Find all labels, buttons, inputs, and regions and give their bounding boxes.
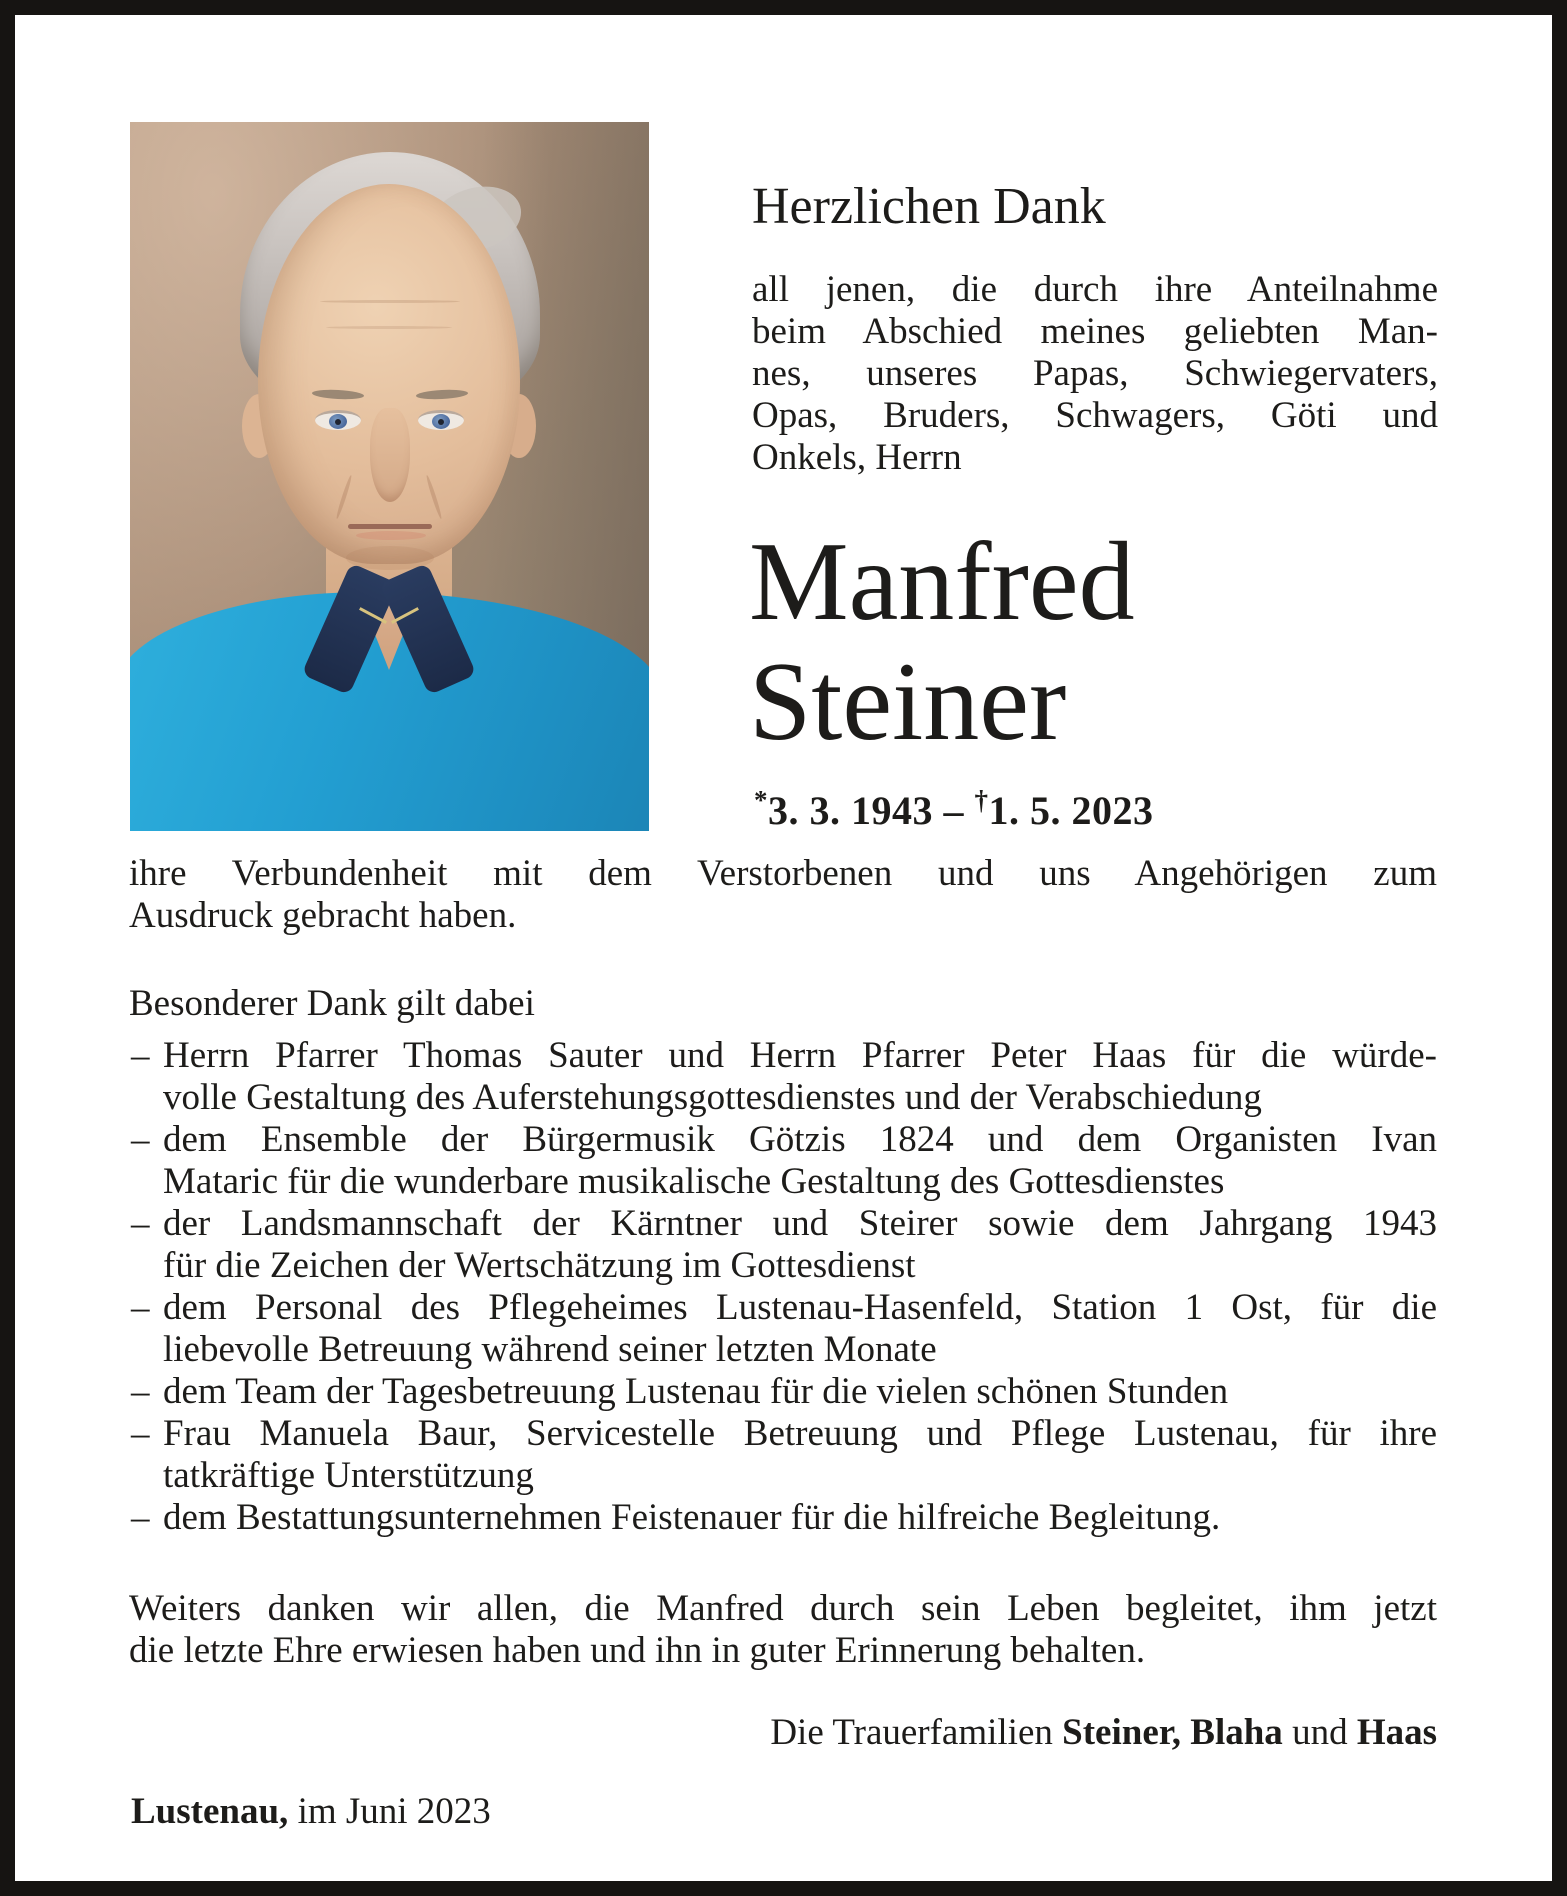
thanks-list-item-text — [163, 1035, 1437, 1119]
family-names-bold: Haas — [1356, 1712, 1437, 1753]
date-text: im Juni 2023 — [288, 1791, 491, 1832]
nose — [370, 408, 410, 502]
text-line: nes, unseres Papas, Schwiegervaters, — [752, 353, 1438, 394]
death-cross-symbol: † — [974, 785, 989, 815]
text-line: für die Zeichen der Wertschätzung im Gottesdienst — [163, 1245, 916, 1286]
bullet-dash: – — [131, 1119, 150, 1160]
bullet-dash: – — [131, 1497, 150, 1538]
family-names-bold: Steiner, Blaha — [1062, 1712, 1283, 1753]
forehead-wrinkle — [320, 300, 460, 303]
thanks-list-item — [129, 1287, 1437, 1371]
left-pupil — [335, 419, 341, 425]
dates-separator: – — [933, 788, 975, 833]
family-line-prefix: Die Trauerfamilien — [770, 1712, 1063, 1753]
text-line: tatkräftige Unterstützung — [163, 1455, 534, 1496]
face — [258, 184, 520, 564]
death-date: 1. 5. 2023 — [988, 788, 1154, 833]
thanks-list-item — [129, 1119, 1437, 1203]
life-dates — [754, 777, 1154, 834]
text-line: dem Team der Tagesbetreuung Lustenau für die vielen schönen Stunden — [163, 1371, 1229, 1412]
bullet-dash: – — [131, 1287, 150, 1328]
text-line: Mataric für die wunderbare musikalische Gestaltung des Gottesdienstes — [163, 1161, 1225, 1202]
bullet-dash: – — [131, 1371, 150, 1412]
left-eye — [315, 410, 361, 430]
thanks-list-item-text — [163, 1413, 1437, 1497]
right-iris — [432, 414, 450, 429]
thanks-list-item — [129, 1413, 1437, 1497]
deceased-name — [749, 522, 1135, 762]
text-line: Frau Manuela Baur, Servicestelle Betreuung und Pflege Lustenau, für ihre — [163, 1413, 1437, 1454]
thanks-list-item-text — [163, 1119, 1437, 1203]
right-pupil — [438, 419, 444, 425]
text-line: Weiters danken wir allen, die Manfred durch sein Leben begleitet, ihm jetzt — [129, 1588, 1437, 1629]
text-line: volle Gestaltung des Auferstehungsgottesdienstes und der Verabschiedung — [163, 1077, 1262, 1118]
forehead-wrinkle — [326, 326, 452, 329]
bullet-dash: – — [131, 1413, 150, 1454]
text-line: dem Bestattungsunternehmen Feistenauer für die hilfreiche Begleitung. — [163, 1497, 1221, 1538]
text-line: Herrn Pfarrer Thomas Sauter und Herrn Pfarrer Peter Haas für die würde- — [163, 1035, 1437, 1076]
text-line: ihre Verbundenheit mit dem Verstorbenen und uns Angehörigen zum — [129, 853, 1437, 894]
left-iris — [329, 414, 347, 429]
text-line: beim Abschied meines geliebten Man- — [752, 311, 1438, 352]
text-line: Onkels, Herrn — [752, 437, 962, 478]
thanks-list-item-text — [163, 1371, 1437, 1413]
text-line: die letzte Ehre erwiesen haben und ihn in guter Erinnerung behalten. — [129, 1630, 1146, 1671]
thanks-list-item-text — [163, 1287, 1437, 1371]
thanks-list-item — [129, 1371, 1437, 1413]
text-line: dem Personal des Pflegeheimes Lustenau-Hasenfeld, Station 1 Ost, für die — [163, 1287, 1437, 1328]
intro-paragraph — [752, 269, 1438, 479]
thanks-intro: Besonderer Dank gilt dabei — [129, 983, 535, 1024]
text-line: der Landsmannschaft der Kärntner und Steirer sowie dem Jahrgang 1943 — [163, 1203, 1437, 1244]
text-line: all jenen, die durch ihre Anteilnahme — [752, 269, 1438, 310]
bullet-dash: – — [131, 1035, 150, 1076]
bullet-dash: – — [131, 1203, 150, 1244]
thanks-list-item — [129, 1203, 1437, 1287]
portrait-photo — [130, 122, 649, 831]
lower-lip — [356, 531, 426, 540]
thanks-list-item-text — [163, 1203, 1437, 1287]
place-name: Lustenau, — [131, 1791, 289, 1832]
place-date-line — [131, 1791, 491, 1833]
text-line: Ausdruck gebracht haben. — [129, 895, 517, 936]
text-line: liebevolle Betreuung während seiner letzten Monate — [163, 1329, 937, 1370]
birth-star-symbol: * — [754, 785, 768, 815]
closing-paragraph — [129, 1588, 1437, 1672]
thanks-list-item — [129, 1035, 1437, 1119]
thanks-list — [129, 1035, 1437, 1539]
right-eye — [418, 410, 464, 430]
family-signature-line — [129, 1712, 1437, 1754]
chin-shading — [346, 546, 434, 570]
thanks-list-item — [129, 1497, 1437, 1539]
deceased-name-line1: Manfred — [749, 520, 1135, 644]
mouth — [348, 524, 432, 529]
page-title: Herzlichen Dank — [752, 178, 1106, 235]
text-line: dem Ensemble der Bürgermusik Götzis 1824 und dem Organisten Ivan — [163, 1119, 1437, 1160]
text-line: Opas, Bruders, Schwagers, Göti und — [752, 395, 1438, 436]
thanks-list-item-text — [163, 1497, 1437, 1539]
deceased-name-line2: Steiner — [749, 640, 1067, 764]
family-line-connector: und — [1282, 1712, 1357, 1753]
continuation-paragraph — [129, 853, 1437, 937]
birth-date: 3. 3. 1943 — [768, 788, 933, 833]
